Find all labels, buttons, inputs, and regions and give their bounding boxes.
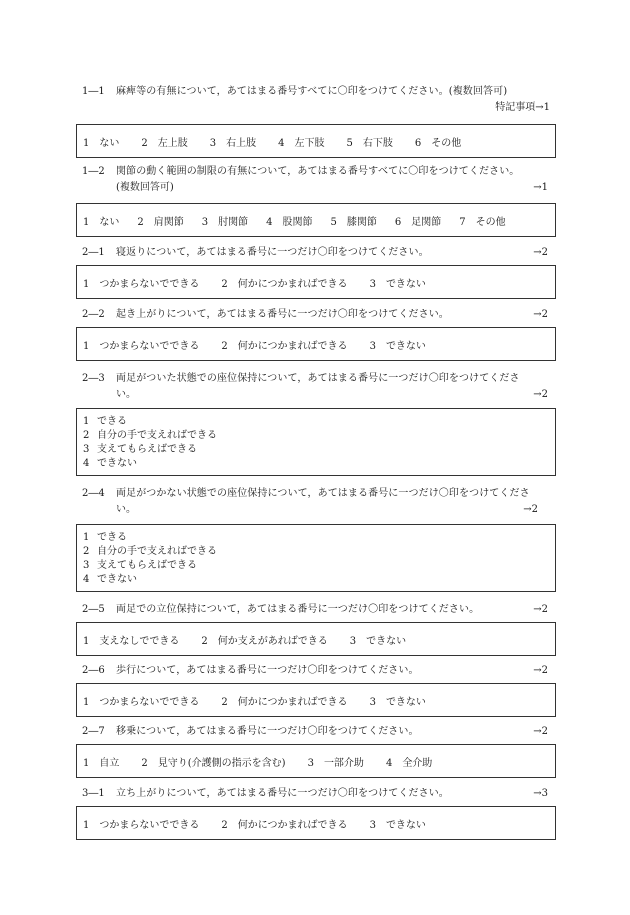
answer-box-1-1 (76, 124, 556, 158)
option[interactable]: 1 つかまらないでできる (83, 278, 200, 290)
option[interactable]: 1 自立 (83, 757, 120, 769)
option[interactable]: 3 できない (369, 340, 426, 352)
question-2-5 (82, 602, 556, 618)
question-number: 3―1 (82, 788, 105, 799)
reference-label: →2 (533, 247, 548, 258)
option[interactable]: 4 できない (83, 574, 137, 585)
reference-label: →1 (533, 182, 548, 193)
option[interactable]: 3 支えてもらえばできる (83, 560, 197, 571)
option[interactable]: 2 見守り(介護側の指示を含む) (141, 757, 286, 769)
option[interactable]: 1 つかまらないでできる (83, 819, 200, 831)
answer-box-2-6 (76, 683, 556, 717)
option[interactable]: 3 肘関節 (201, 216, 249, 228)
question-2-7 (82, 724, 556, 740)
question-text: 両足での立位保持について，あてはまる番号に一つだけ〇印をつけてください。 (116, 604, 480, 615)
question-2-6 (82, 663, 556, 679)
option[interactable]: 1 できる (83, 532, 127, 543)
option[interactable]: 6 その他 (414, 137, 462, 149)
question-number: 2―6 (82, 665, 105, 676)
option[interactable]: 1 つかまらないでできる (83, 340, 200, 352)
reference-label: →2 (523, 504, 538, 515)
answer-box-2-2 (76, 327, 556, 361)
question-2-3 (82, 371, 556, 403)
option[interactable]: 2 何か支えがあればできる (201, 635, 328, 647)
question-2-2 (82, 307, 556, 323)
option[interactable]: 1 できる (83, 416, 127, 427)
question-text-cont: い。 (116, 504, 136, 515)
question-text: 移乗について，あてはまる番号に一つだけ〇印をつけてください。 (116, 726, 419, 737)
option[interactable]: 2 自分の手で支えればできる (83, 546, 217, 557)
option[interactable]: 7 その他 (459, 216, 506, 228)
option[interactable]: 3 できない (369, 819, 426, 831)
answer-box-2-1 (76, 265, 556, 299)
option[interactable]: 3 できない (349, 635, 407, 647)
question-number: 2―3 (82, 373, 105, 384)
question-text: 起き上がりについて，あてはまる番号に一つだけ〇印をつけてください。 (116, 309, 449, 320)
option[interactable]: 2 何かにつかまればできる (221, 278, 348, 290)
option[interactable]: 2 肩関節 (137, 216, 184, 228)
option[interactable]: 3 できない (369, 278, 426, 290)
question-text: 麻痺等の有無について，あてはまる番号すべてに〇印をつけてください。(複数回答可) (116, 86, 508, 97)
question-text: 歩行について，あてはまる番号に一つだけ〇印をつけてください。 (116, 665, 419, 676)
answer-box-1-2 (76, 203, 556, 237)
reference-label: →3 (533, 788, 548, 799)
option[interactable]: 3 右上肢 (209, 137, 257, 149)
question-text: 立ち上がりについて，あてはまる番号に一つだけ〇印をつけてください。 (116, 788, 449, 799)
option[interactable]: 2 何かにつかまればできる (221, 819, 348, 831)
reference-label: →2 (533, 726, 548, 737)
question-2-4 (82, 486, 556, 518)
option[interactable]: 5 右下肢 (346, 137, 393, 149)
answer-box-2-3 (76, 408, 556, 476)
question-number: 2―1 (82, 247, 105, 258)
option[interactable]: 4 できない (83, 458, 137, 469)
question-text: 両足がつかない状態での座位保持について，あてはまる番号に一つだけ〇印をつけてくださ (116, 488, 530, 499)
option[interactable]: 3 一部介助 (307, 757, 364, 769)
answer-box-2-5 (76, 622, 556, 656)
question-number: 2―7 (82, 726, 105, 737)
option[interactable]: 2 何かにつかまればできる (221, 696, 348, 708)
question-text-cont: い。 (116, 389, 136, 400)
option[interactable]: 2 左上肢 (141, 137, 188, 149)
option[interactable]: 4 全介助 (385, 757, 433, 769)
question-text: 寝返りについて，あてはまる番号に一つだけ〇印をつけてください。 (116, 247, 429, 258)
question-1-2 (82, 164, 556, 196)
option[interactable]: 1 つかまらないでできる (83, 696, 200, 708)
question-1-1 (82, 84, 556, 116)
question-text: 両足がついた状態での座位保持について，あてはまる番号に一つだけ〇印をつけてくださ (116, 373, 520, 384)
reference-label: →2 (533, 665, 548, 676)
question-2-1 (82, 245, 556, 261)
option[interactable]: 1 ない (83, 137, 120, 149)
option[interactable]: 2 何かにつかまればできる (221, 340, 348, 352)
option[interactable]: 3 できない (369, 696, 426, 708)
question-text: 関節の動く範囲の制限の有無について，あてはまる番号すべてに〇印をつけてください。 (116, 166, 520, 177)
question-number: 1―1 (82, 86, 105, 97)
reference-label: →2 (533, 389, 548, 400)
question-text-cont: (複数回答可) (116, 182, 174, 193)
option[interactable]: 6 足関節 (394, 216, 442, 228)
option[interactable]: 5 膝関節 (330, 216, 377, 228)
question-number: 1―2 (82, 166, 105, 177)
question-number: 2―4 (82, 488, 105, 499)
reference-label: 特記事項→1 (495, 102, 550, 113)
reference-label: →2 (533, 309, 548, 320)
option[interactable]: 4 左下肢 (278, 137, 325, 149)
option[interactable]: 2 自分の手で支えればできる (83, 430, 217, 441)
option[interactable]: 3 支えてもらえばできる (83, 444, 197, 455)
answer-box-2-4 (76, 524, 556, 592)
question-number: 2―2 (82, 309, 105, 320)
reference-label: →2 (533, 604, 548, 615)
answer-box-3-1 (76, 806, 556, 840)
option[interactable]: 1 支えなしでできる (83, 635, 180, 647)
question-3-1 (82, 786, 556, 802)
option[interactable]: 1 ない (83, 216, 120, 228)
question-number: 2―5 (82, 604, 105, 615)
option[interactable]: 4 股関節 (266, 216, 313, 228)
answer-box-2-7 (76, 744, 556, 778)
